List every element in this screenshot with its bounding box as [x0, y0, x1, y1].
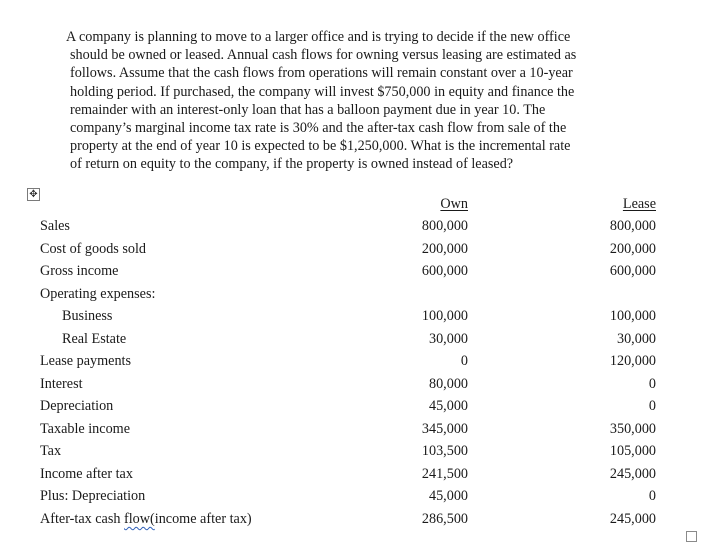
table-row [40, 508, 656, 531]
lease-value: 245,000 [609, 465, 656, 482]
row-label: Sales [40, 218, 70, 235]
lease-value: 105,000 [609, 443, 656, 460]
spellcheck-flagged-word: flow( [124, 510, 155, 527]
row-label-part: After-tax cash [40, 510, 125, 527]
lease-value: 0 [648, 375, 656, 392]
row-label: Tax [40, 443, 62, 460]
lease-value: 0 [648, 488, 656, 505]
row-label: Cost of goods sold [40, 240, 147, 257]
own-value: 30,000 [428, 330, 468, 347]
question-line: remainder with an interest-only loan that has a balloon payment due in year 10. The [70, 101, 546, 118]
question-line: A company is planning to move to a larger office and is trying to decide if the new office [66, 29, 571, 45]
own-value: 800,000 [421, 218, 468, 235]
table-row [40, 283, 656, 306]
row-label: Operating expenses: [40, 285, 156, 302]
question-text [66, 28, 646, 174]
lease-value: 100,000 [609, 308, 656, 325]
lease-value: 600,000 [609, 263, 656, 280]
own-value: 45,000 [428, 398, 468, 415]
own-value: 600,000 [421, 263, 468, 280]
header-label-cell [40, 193, 340, 216]
own-value: 0 [460, 353, 468, 370]
table-header-row [40, 193, 656, 216]
row-label: Lease payments [40, 353, 131, 370]
lease-value: 0 [648, 398, 656, 415]
cash-flow-table [40, 193, 656, 531]
row-label: Plus: Depreciation [40, 488, 146, 505]
lease-value: 200,000 [609, 240, 656, 257]
table-row [40, 373, 656, 396]
own-value: 103,500 [421, 443, 468, 460]
own-value: 200,000 [421, 240, 468, 257]
question-line: holding period. If purchased, the company will invest $750,000 in equity and finance the [70, 83, 575, 100]
question-line: company’s marginal income tax rate is 30% and the after-tax cash flow from sale of the [70, 120, 567, 137]
lease-value: 30,000 [616, 330, 656, 347]
table-row [40, 261, 656, 284]
table-row [40, 418, 656, 441]
table-row [40, 396, 656, 419]
table-row [40, 486, 656, 509]
lease-value: 245,000 [609, 510, 656, 527]
own-value: 345,000 [421, 420, 468, 437]
table-row [40, 238, 656, 261]
column-header-lease: Lease [622, 195, 656, 212]
lease-value: 800,000 [609, 218, 656, 235]
row-label-part: income after tax) [154, 510, 252, 527]
lease-value: 120,000 [609, 353, 656, 370]
own-value: 241,500 [421, 465, 468, 482]
own-value: 100,000 [421, 308, 468, 325]
row-label [40, 508, 340, 531]
table-row [40, 351, 656, 374]
row-label: Business [62, 308, 113, 325]
own-value: 286,500 [421, 510, 468, 527]
question-line: of return on equity to the company, if the property is owned instead of leased? [70, 156, 514, 173]
row-label: Depreciation [40, 398, 114, 415]
row-label: Interest [40, 375, 83, 392]
own-value [340, 283, 468, 306]
header-gap-cell [468, 193, 528, 216]
table-row [40, 441, 656, 464]
column-header-own: Own [440, 195, 468, 212]
row-label: Income after tax [40, 465, 133, 482]
row-label: Taxable income [40, 420, 131, 437]
question-line: property at the end of year 10 is expected to be $1,250,000. What is the incremental rate [70, 138, 571, 155]
lease-value: 350,000 [609, 420, 656, 437]
table-row [40, 463, 656, 486]
table-move-icon[interactable]: ✥ [27, 188, 40, 201]
own-value: 45,000 [428, 488, 468, 505]
table-row [40, 306, 656, 329]
table-row [40, 328, 656, 351]
own-value: 80,000 [428, 375, 468, 392]
table-resize-handle-icon[interactable] [686, 531, 697, 542]
row-label: Real Estate [62, 330, 127, 347]
row-label: Gross income [40, 263, 119, 280]
table-row [40, 216, 656, 239]
question-line: should be owned or leased. Annual cash flows for owning versus leasing are estimated as [70, 47, 577, 64]
question-line: follows. Assume that the cash flows from operations will remain constant over a 10-year [70, 65, 573, 82]
lease-value [528, 283, 656, 306]
